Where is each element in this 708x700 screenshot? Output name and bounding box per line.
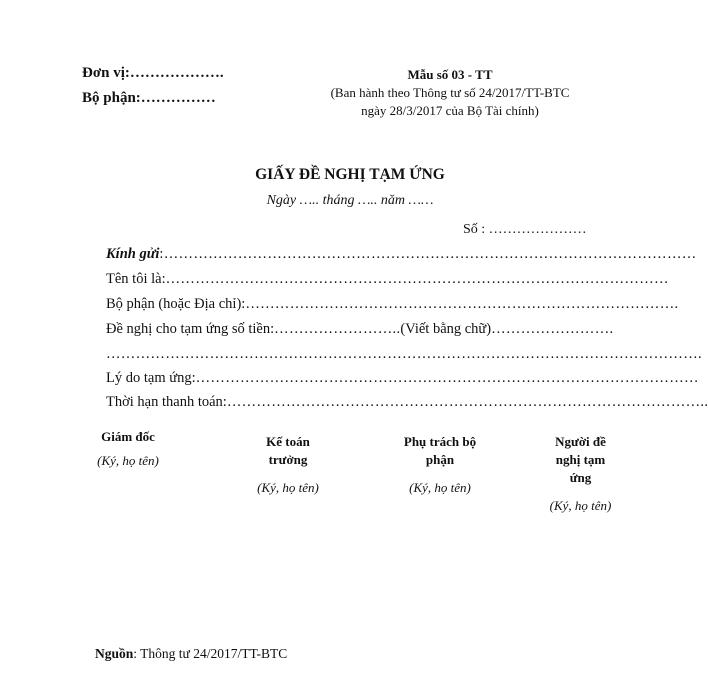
signature-note: (Ký, họ tên) (549, 498, 612, 513)
signature-role-line2: nghị tạm (555, 452, 606, 467)
dept-field (82, 90, 216, 107)
signature-role-line2: phận (425, 452, 455, 467)
deadline-line (106, 394, 708, 411)
deadline-label: Thời hạn thanh toán: (106, 394, 227, 410)
department-label: Bộ phận (hoặc Địa chỉ): (106, 296, 246, 312)
form-number: Mẫu số 03 - TT (407, 67, 493, 82)
department-dots: ……………………………………………………………………………. (245, 296, 679, 312)
reason-dots: ………………………………………………………………………………………… (195, 370, 699, 386)
reason-label: Lý do tạm ứng: (106, 370, 196, 386)
document-title: GIẤY ĐỀ NGHỊ TẠM ỨNG (255, 166, 445, 183)
department-line (106, 296, 679, 313)
document-number: Số : ………………… (463, 222, 587, 237)
recipient-label: Kính gửi (106, 246, 160, 262)
issued-line-1: (Ban hành theo Thông tư số 24/2017/TT-BTC (330, 85, 570, 100)
issued-line-2: ngày 28/3/2017 của Bộ Tài chính) (361, 103, 539, 118)
recipient-line (106, 246, 697, 263)
name-label: Tên tôi là: (106, 271, 166, 287)
signature-role-line2: trưởng (268, 452, 308, 467)
form-info-block (330, 66, 570, 120)
continuation-dots: …………………………………………………………………………………………………………. (106, 346, 702, 362)
signature-note: (Ký, họ tên) (409, 480, 471, 495)
dept-label: Bộ phận: (82, 90, 141, 106)
signature-role-line1: Phụ trách bộ (403, 434, 477, 449)
unit-value: ………………. (129, 65, 224, 81)
amount-line (106, 321, 614, 338)
signature-requester (533, 433, 628, 515)
signature-role-line1: Kế toán (266, 434, 310, 449)
signature-note: (Ký, họ tên) (97, 453, 159, 468)
continuation-line (106, 346, 702, 363)
signature-role: Giám đốc (101, 429, 155, 444)
dept-value: …………… (140, 90, 216, 106)
deadline-dots: …………………………………………………………………………………….. (226, 394, 708, 410)
reason-line (106, 370, 699, 387)
source-line (95, 646, 287, 662)
unit-label: Đơn vị: (82, 65, 130, 81)
in-words-dots: ……………………. (491, 321, 614, 337)
name-line (106, 271, 669, 288)
amount-dots: …………………….. (274, 321, 401, 337)
in-words-label: (Viết bằng chữ) (400, 321, 492, 337)
date-line: Ngày ….. tháng ….. năm …… (266, 193, 434, 208)
signature-dept-head (385, 433, 495, 497)
signature-note: (Ký, họ tên) (257, 480, 319, 495)
source-label: Nguồn (95, 646, 134, 661)
signature-director (78, 428, 178, 470)
unit-field (82, 65, 224, 82)
signature-chief-accountant (243, 433, 333, 497)
signature-role-line1: Người đề (555, 434, 606, 449)
recipient-dots: :……………………………………………………………………………………………… (159, 246, 697, 262)
source-text: : Thông tư 24/2017/TT-BTC (133, 646, 288, 661)
name-dots: ………………………………………………………………………………………… (165, 271, 669, 287)
signature-role-line3: ứng (569, 470, 592, 485)
amount-label: Đề nghị cho tạm ứng số tiền: (106, 321, 275, 337)
